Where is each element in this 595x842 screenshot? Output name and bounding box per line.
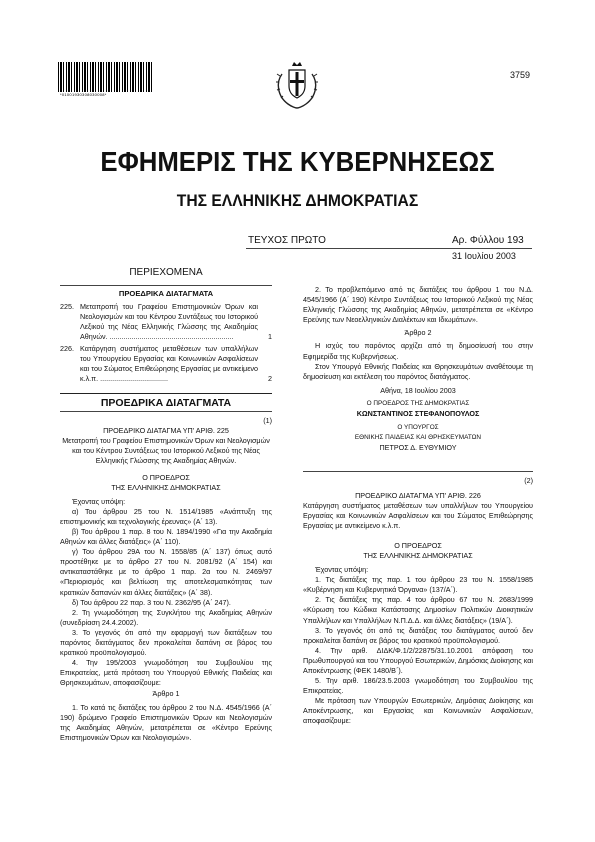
article-label: Άρθρο 1 xyxy=(152,689,180,699)
sheet-number: Αρ. Φύλλου 193 xyxy=(452,235,524,246)
decree-title: ΠΡΟΕΔΡΙΚΟ ΔΙΑΤΑΓΜΑ ΥΠ' ΑΡΙΘ. 226 xyxy=(355,490,481,500)
regard-item: 4. Την 195/2003 γνωμοδότηση του Συμβουλίου της Επικρατείας, μετά πρόταση του Υπουργού Εθνικής Παιδείας και Θρησκευμάτων, αποφασίζουμε: xyxy=(60,658,272,688)
barcode-number: *01001930308030008* xyxy=(60,92,107,97)
toc-item-number: 226. xyxy=(60,343,74,353)
minister-label: Ο ΥΠΟΥΡΓΟΣ xyxy=(397,424,439,432)
gazette-subtitle: ΤΗΣ ΕΛΛΗΝΙΚΗΣ ΔΗΜΟΚΡΑΤΙΑΣ xyxy=(176,191,419,210)
republic-label: ΤΗΣ ΕΛΛΗΝΙΚΗΣ ΔΗΜΟΚΡΑΤΙΑΣ xyxy=(111,482,221,492)
article-text: 1. Το κατά τις διατάξεις του άρθρου 2 του Ν.Δ. 4545/1966 (Α΄ 190) δρώμενο Γραφείο Επιστημονικών Όρων και Νεολογισμών της Ακαδημίας Αθηνών, μετατρέπεται σε «Κέντρο Ερεύνης Επιστημονικών Όρων και Νεολογισμών». xyxy=(60,702,272,742)
issue-date: 31 Ιουλίου 2003 xyxy=(452,251,516,261)
decree-title: ΠΡΟΕΔΡΙΚΟ ΔΙΑΤΑΓΜΑ ΥΠ' ΑΡΙΘ. 225 xyxy=(103,426,229,436)
decree-divider xyxy=(303,471,533,472)
decree-subject: Μετατροπή του Γραφείου Επιστημονικών Όρων και Νεολογισμών και του Κέντρου Συντάξεως του Ιστορικού Λεξικού της Νέας Ελληνικής Γλώσσης της Ακαδημίας Αθηνών. xyxy=(62,436,270,466)
toc-item-page: 2 xyxy=(268,373,272,383)
regard-item: Με πρόταση των Υπουργών Εσωτερικών, Δημόσιας Διοίκησης και Αποκέντρωσης, και Εργασίας και Κοινωνικών Ασφαλίσεων, αποφασίζουμε: xyxy=(303,696,533,726)
regard-item: 2. Τις διατάξεις της παρ. 4 του άρθρου 67 του Ν. 2683/1999 «Κύρωση του Κώδικα Κατάστασης Δημοσίων Πολιτικών Διοικητικών Υπαλλήλων και Υπαλλήλων Ν.Π.Δ.Δ. και άλλες διατάξεις» (19/Α΄). xyxy=(303,595,533,625)
regard-item: δ) Του άρθρου 22 παρ. 3 του Ν. 2362/95 (Α΄ 247). xyxy=(72,597,231,607)
regard-item: 3. Το γεγονός ότι από τις διατάξεις του διατάγματος αυτού δεν προκαλείται δαπάνη σε βάρος του κρατικού προϋπολογισμού. xyxy=(303,625,533,645)
article-text: Στον Υπουργό Εθνικής Παιδείας και Θρησκευμάτων αναθέτουμε τη δημοσίευση και εκτέλεση του παρόντος διατάγματος. xyxy=(303,361,533,381)
left-column xyxy=(60,268,272,743)
president-label: Ο ΠΡΟΕΔΡΟΣ xyxy=(394,540,442,550)
regard-item: 3. Το γεγονός ότι από την εφαρμογή των διατάξεων του παρόντος διατάγματος δεν προκαλείται δαπάνη σε βάρος του κρατικού προϋπολογισμού. xyxy=(60,627,272,658)
toc-item-number: 225. xyxy=(60,302,74,312)
issue-label: ΤΕΥΧΟΣ ΠΡΩΤΟ xyxy=(248,235,326,246)
regard-item: 2. Τη γνωμοδότηση της Συγκλήτου της Ακαδημίας Αθηνών (συνεδρίαση 24.4.2002). xyxy=(60,607,272,627)
article-text: 2. Το προβλεπόμενο από τις διατάξεις του άρθρου 1 του Ν.Δ. 4545/1966 (Α΄ 190) Κέντρο Συντάξεως του Ιστορικού Λεξικού της Νέας Ελληνικής Γλώσσης της Ακαδημίας Αθηνών, μετατρέπεται σε «Κέντρο Ερεύνης των Νεοελληνικών Διαλέκτων και Ιδιωμάτων». xyxy=(303,285,533,325)
decree-subject: Κατάργηση συστήματος μεταθέσεων των υπαλλήλων του Υπουργείου Εργασίας και Κοινωνικών Ασφαλίσεων και του Σώματος Επιθεώρησης Εργασίας με αντικείμενο κ.λ.π. xyxy=(303,500,533,530)
president-label: Ο ΠΡΟΕΔΡΟΣ xyxy=(142,472,190,482)
toc-item-page: 1 xyxy=(268,332,272,342)
toc-item[interactable] xyxy=(60,302,272,342)
regard-item: α) Του άρθρου 25 του Ν. 1514/1985 «Ανάπτυξη της επιστημονικής και τεχνολογικής έρευνας» (Α΄ 13). xyxy=(60,506,272,526)
regard-item: β) Του άρθρου 1 παρ. 8 του Ν. 1894/1990 «Για την Ακαδημία Αθηνών και άλλες διατάξεις» (Α΄ 110). xyxy=(60,526,272,547)
decree-marker: (1) xyxy=(263,416,272,426)
coat-of-arms-emblem xyxy=(274,60,320,110)
toc-item[interactable] xyxy=(60,344,272,384)
toc-item-text: Κατάργηση συστήματος μεταθέσεων των υπαλλήλων του Υπουργείου Εργασίας και Κοινωνικών Ασφαλίσεων και του Σώματος Επιθεώρησης Εργασίας με αντικείμενο κ.λ.π. .................................. xyxy=(80,343,258,383)
having-regard: Έχοντας υπόψη: xyxy=(72,496,126,506)
page-number: 3759 xyxy=(510,70,531,80)
right-column xyxy=(303,285,533,727)
decree-section-heading: ΠΡΟΕΔΡΙΚΑ ΔΙΑΤΑΓΜΑΤΑ xyxy=(100,396,232,409)
article-label: Άρθρο 2 xyxy=(404,328,432,338)
regard-item: γ) Του άρθρου 29Α του Ν. 1558/85 (Α΄ 137) όπως αυτό προστέθηκε με το άρθρο 27 του Ν. 2081/92 (Α΄ 154) και αντικαταστάθηκε με το άρθρο 1 παρ. 2α του Ν. 2469/97 «Περιορισμός και βελτίωση της αποτελεσματικότητας των κρατικών δαπανών και άλλες διατάξεις» (Α΄ 38). xyxy=(60,547,272,597)
ministry-name: ΕΘΝΙΚΗΣ ΠΑΙΔΕΙΑΣ ΚΑΙ ΘΡΗΣΚΕΥΜΑΤΩΝ xyxy=(354,434,482,442)
issue-divider xyxy=(246,248,532,249)
regard-item: 4. Την αριθ. ΔΙΔΚ/Φ.1/2/22875/31.10.2001 απόφαση του Πρωθυπουργού και του Υπουργού Εσωτερικών, Δημόσιας Διοίκησης και Αποκέντρωσης (ΦΕΚ 1480/Β΄). xyxy=(303,645,533,675)
republic-label: ΤΗΣ ΕΛΛΗΝΙΚΗΣ ΔΗΜΟΚΡΑΤΙΑΣ xyxy=(363,550,473,560)
president-name: ΚΩΝΣΤΑΝΤΙΝΟΣ ΣΤΕΦΑΝΟΠΟΥΛΟΣ xyxy=(356,409,480,419)
place-date: Αθήνα, 18 Ιουλίου 2003 xyxy=(380,385,456,395)
toc-item-text: Μεταπροπή του Γραφείου Επιστημονικών Όρων και Νεολογισμών και του Κέντρου Συντάξεως του Ιστορικού Λεξικού της Νέας Ελληνικής Γλώσσης της Ακαδημίας Αθηνών. .............................................................. xyxy=(80,302,258,342)
president-title: Ο ΠΡΟΕΔΡΟΣ ΤΗΣ ΔΗΜΟΚΡΑΤΙΑΣ xyxy=(366,399,470,407)
toc-divider xyxy=(60,285,272,286)
section-divider xyxy=(60,393,272,394)
gazette-title: ΕΦΗΜΕΡΙΣ ΤΗΣ ΚΥΒΕΡΝΗΣΕΩΣ xyxy=(100,146,495,177)
section-divider xyxy=(60,411,272,412)
toc-section: ΠΡΟΕΔΡΙΚΑ ΔΙΑΤΑΓΜΑΤΑ xyxy=(118,289,214,299)
having-regard: Έχοντας υπόψη: xyxy=(315,565,369,575)
regard-item: 1. Τις διατάξεις της παρ. 1 του άρθρου 23 του Ν. 1558/1985 «Κυβέρνηση και Κυβερνητικά Όργανα» (137/Α΄). xyxy=(303,575,533,595)
minister-name: ΠΕΤΡΟΣ Δ. ΕΥΘΥΜΙΟΥ xyxy=(379,443,457,453)
article-text: Η ισχύς του παρόντος αρχίζει από τη δημοσίευσή του στην Εφημερίδα της Κυβερνήσεως. xyxy=(303,341,533,361)
decree-marker: (2) xyxy=(524,476,533,486)
regard-item: 5. Την αριθ. 186/23.5.2003 γνωμοδότηση του Συμβουλίου της Επικρατείας. xyxy=(303,676,533,696)
toc-heading: ΠΕΡΙΕΧΟΜΕΝΑ xyxy=(129,267,203,278)
barcode xyxy=(58,62,152,92)
